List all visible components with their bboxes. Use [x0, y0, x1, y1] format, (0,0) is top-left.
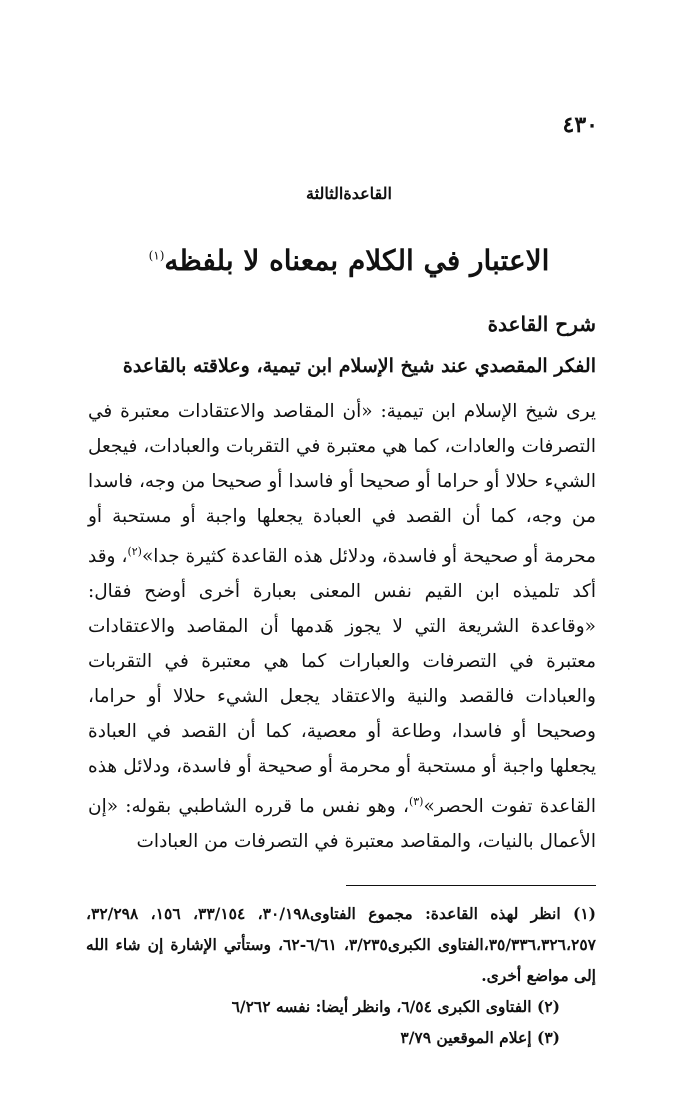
footnote-2: (٢) الفتاوى الكبرى ٦/٥٤، وانظر أيضا: نفسه ٦/٢٦٢: [231, 997, 560, 1016]
body-paragraph-part-c: ، وهو نفس ما قرره الشاطبي بقوله: «إن الأعمال بالنيات، والمقاصد معتبرة في التصرفات من العبادات: [88, 796, 596, 853]
footnote-3: (٣) إعلام الموقعين ٣/٧٩: [400, 1028, 560, 1047]
body-paragraph-part-b: ، وقد أكد تلميذه ابن القيم نفس المعنى بعبارة أخرى أوضح فقال: «وقاعدة الشريعة التي لا يجوز هَدمها أن المقاصد والاعتقادات معتبرة في التصرفات والعبارات كما هي معتبرة في التقربات والعبادات فالقصد والنية والاعتقاد يجعل الشيء حلالا أو حراما، وصحيحا أو فاسدا، وطاعة أو معصية، كما أن القصد في العبادة يجعلها واجبة أو مستحبة أو محرمة أو صحيحة أو فاسدة، ودلائل هذه القاعدة تفوت الحصر»: [88, 546, 596, 818]
footnote-ref-1[interactable]: (١): [148, 248, 165, 263]
rule-title-text: الاعتبار في الكلام بمعناه لا بلفظه: [164, 244, 550, 277]
rule-title: [0, 244, 698, 277]
rule-label: القاعدةالثالثة: [306, 184, 392, 203]
body-paragraph-part-a: يرى شيخ الإسلام ابن تيمية: «أن المقاصد والاعتقادات معتبرة في التصرفات والعادات، كما هي معتبرة في التقربات والعبادات، فيجعل الشيء حلالا أو حراما أو صحيحا أو فاسدا أو صحيحا من وجه، فاسدا من وجه، كما أن القصد في العبادة يجعلها واجبة أو مستحبة أو محرمة أو صحيحة أو فاسدة، ودلائل هذه القاعدة كثيرة جدا»: [88, 401, 596, 568]
footnote-ref-3[interactable]: (٣): [408, 795, 424, 809]
footnote-divider: [346, 885, 596, 886]
body-paragraph: [88, 394, 596, 859]
footnotes: [86, 898, 596, 1053]
footnote-1: (١) انظر لهذه القاعدة: مجموع الفتاوى٣٠/١٩٨، ٣٣/١٥٤، ١٥٦، ٣٢/٢٩٨، ٣٥/٣٣٦،٣٢٦،٢٥٧،الفتاوى الكبرى٣/٢٣٥، ٦/٦١-٦٢، وستأتي الإشارة إن شاء الله إلى مواضع أخرى.: [86, 904, 596, 985]
section-heading: شرح القاعدة: [487, 312, 596, 336]
footnote-ref-2[interactable]: (٢): [127, 545, 142, 558]
sub-heading: الفكر المقصدي عند شيخ الإسلام ابن تيمية، وعلاقته بالقاعدة: [122, 355, 596, 377]
page-number: ٤٣٠: [562, 112, 598, 138]
body-text: [88, 394, 596, 859]
